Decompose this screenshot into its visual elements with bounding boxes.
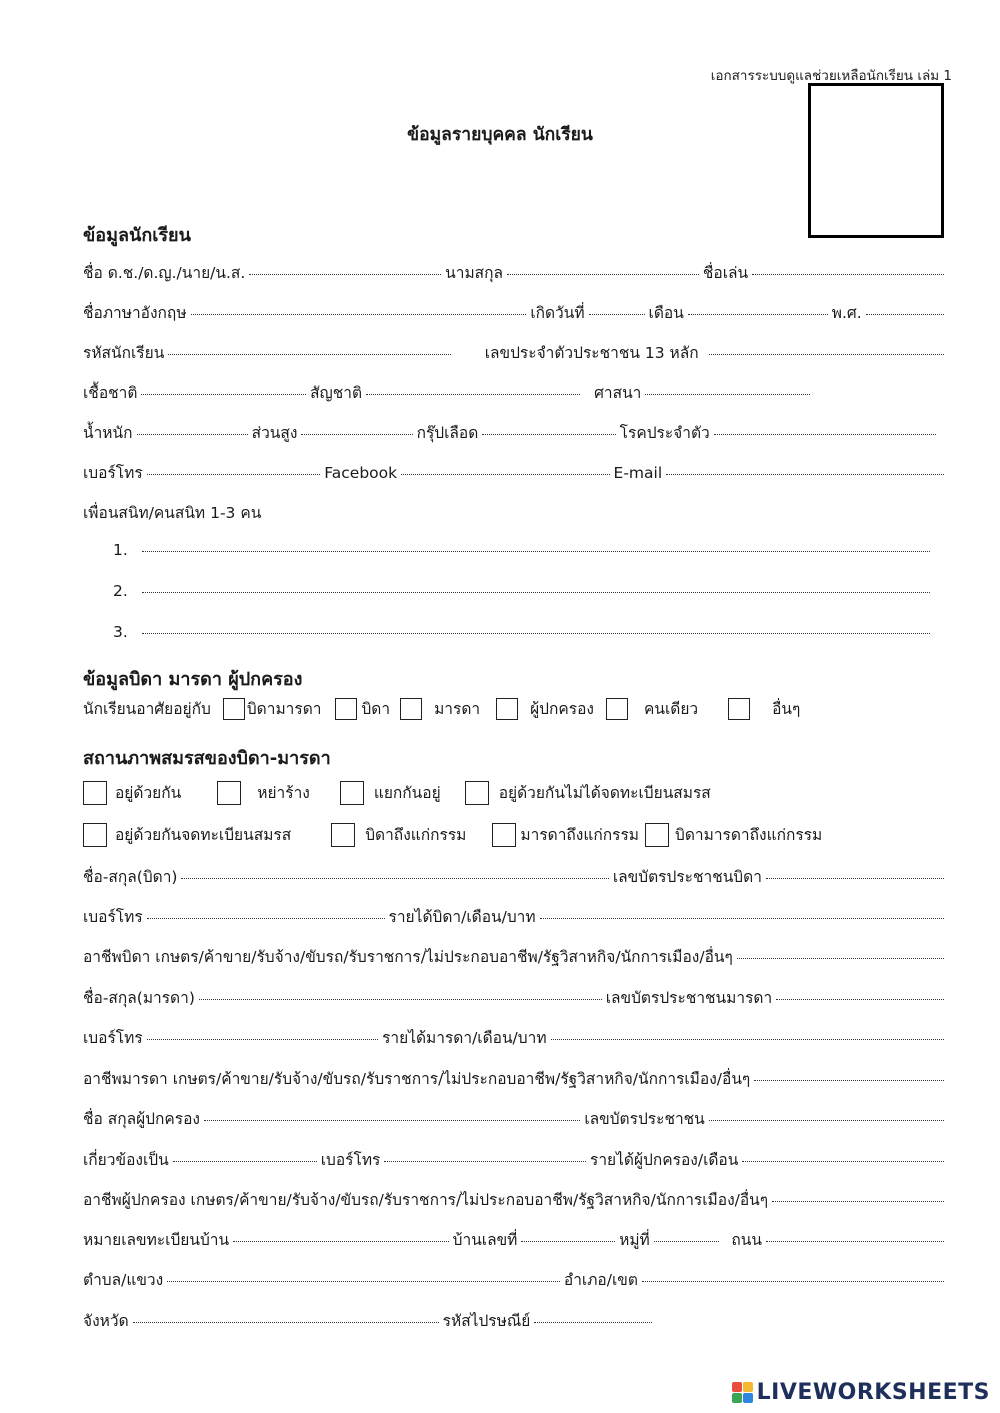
guardian-phone-field[interactable] — [384, 1161, 586, 1162]
guardian-name-label: ชื่อ สกุลผู้ปกครอง — [83, 1110, 200, 1128]
postcode-label: รหัสไปรษณีย์ — [442, 1312, 531, 1330]
national-id-field[interactable] — [709, 354, 944, 355]
lives-with-option: อื่นๆ — [772, 700, 801, 718]
student-section-heading: ข้อมูลนักเรียน — [83, 225, 191, 246]
mother-name-line — [83, 985, 948, 1010]
father-name-label: ชื่อ-สกุล(บิดา) — [83, 868, 178, 886]
postcode-field[interactable] — [534, 1322, 652, 1323]
house-reg-field[interactable] — [233, 1241, 449, 1242]
logo-text: LIVEWORKSHEETS — [756, 1380, 990, 1405]
father-occupation-line — [83, 944, 948, 969]
friend-row-2 — [113, 582, 934, 600]
guardian-id-field[interactable] — [709, 1120, 944, 1121]
father-phone-label: เบอร์โทร — [83, 908, 143, 926]
mother-occupation-other-field[interactable] — [754, 1080, 944, 1081]
badge-cell — [743, 1393, 753, 1403]
lives-with-option: บิดา — [361, 700, 391, 718]
surname-field[interactable] — [507, 274, 699, 275]
friend-row-1 — [113, 541, 934, 559]
lives-with-option: มารดา — [434, 700, 481, 718]
subdistrict-line — [83, 1267, 948, 1292]
mother-deceased-checkbox[interactable] — [492, 823, 516, 847]
mother-name-field[interactable] — [199, 999, 602, 1000]
national-id-label: เลขประจำตัวประชาชน 13 หลัก — [484, 344, 699, 362]
blood-group-label: กรุ๊ปเลือด — [416, 424, 479, 442]
both-parents-deceased-checkbox[interactable] — [645, 823, 669, 847]
badge-cell — [743, 1382, 753, 1392]
guardian-name-line — [83, 1106, 948, 1131]
lives-with-option: คนเดียว — [643, 700, 699, 718]
marital-row-2 — [83, 822, 838, 847]
weight-field[interactable] — [137, 434, 248, 435]
mother-id-field[interactable] — [776, 999, 944, 1000]
weight-label: น้ำหนัก — [83, 424, 133, 442]
district-label: อำเภอ/เขต — [563, 1271, 638, 1289]
district-field[interactable] — [642, 1281, 944, 1282]
ethnicity-line — [83, 380, 814, 405]
nationality-field[interactable] — [366, 394, 580, 395]
religion-field[interactable] — [645, 394, 810, 395]
student-phone-label: เบอร์โทร — [83, 464, 143, 482]
guardian-relation-field[interactable] — [173, 1161, 317, 1162]
father-income-field[interactable] — [540, 918, 944, 919]
marital-option: อยู่ด้วยกัน — [115, 784, 182, 802]
marital-option: แยกกันอยู่ — [373, 784, 441, 802]
father-occupation-label: อาชีพบิดา เกษตร/ค้าขาย/รับจ้าง/ขับรถ/รับราชการ/ไม่ประกอบอาชีพ/รัฐวิสาหกิจ/นักการเมือง/อื่นๆ — [83, 948, 733, 966]
province-line — [83, 1308, 656, 1333]
father-deceased-checkbox[interactable] — [331, 823, 355, 847]
height-field[interactable] — [301, 434, 412, 435]
marital-option: อยู่ด้วยกันจดทะเบียนสมรส — [115, 826, 292, 844]
birth-month-field[interactable] — [688, 314, 828, 315]
friend-number: 3. — [113, 623, 128, 641]
marital-option: หย่าร้าง — [257, 784, 310, 802]
guardian-name-field[interactable] — [204, 1120, 580, 1121]
nationality-label: สัญชาติ — [310, 384, 363, 402]
english-name-label: ชื่อภาษาอังกฤษ — [83, 304, 187, 322]
body-info-line — [83, 420, 940, 445]
marital-section-heading: สถานภาพสมรสของบิดา-มารดา — [83, 748, 331, 769]
header-note: เอกสารระบบดูแลช่วยเหลือนักเรียน เล่ม 1 — [710, 68, 952, 84]
father-name-line — [83, 864, 948, 889]
ethnicity-label: เชื้อชาติ — [83, 384, 138, 402]
house-reg-label: หมายเลขทะเบียนบ้าน — [83, 1231, 230, 1249]
guardian-income-field[interactable] — [742, 1161, 944, 1162]
friend-field-2[interactable] — [142, 592, 930, 593]
marital-row-1 — [83, 780, 727, 805]
moo-label: หมู่ที่ — [619, 1231, 650, 1249]
father-phone-field[interactable] — [147, 918, 385, 919]
father-id-label: เลขบัตรประชาชนบิดา — [612, 868, 762, 886]
contact-line — [83, 460, 948, 485]
marital-option: อยู่ด้วยกันไม่ได้จดทะเบียนสมรส — [498, 784, 711, 802]
marital-option: มารดาถึงแก่กรรม — [520, 826, 640, 844]
mother-id-label: เลขบัตรประชาชนมารดา — [605, 989, 773, 1007]
birth-day-field[interactable] — [589, 314, 645, 315]
marital-together-checkbox[interactable] — [83, 781, 107, 805]
father-id-field[interactable] — [766, 878, 944, 879]
marital-unregistered-checkbox[interactable] — [465, 781, 489, 805]
guardian-occupation-label: อาชีพผู้ปกครอง เกษตร/ค้าขาย/รับจ้าง/ขับรถ/รับราชการ/ไม่ประกอบอาชีพ/รัฐวิสาหกิจ/นักการเมือง/อื่นๆ — [83, 1191, 769, 1209]
father-occupation-other-field[interactable] — [737, 958, 944, 959]
friend-field-1[interactable] — [142, 551, 930, 552]
guardian-id-label: เลขบัตรประชาชน — [584, 1110, 705, 1128]
lives-with-other-checkbox[interactable] — [728, 698, 750, 720]
liveworksheets-badge-icon — [732, 1382, 753, 1403]
mother-occupation-line — [83, 1066, 948, 1091]
province-label: จังหวัด — [83, 1312, 129, 1330]
mother-phone-label: เบอร์โทร — [83, 1029, 143, 1047]
guardian-occupation-line — [83, 1187, 948, 1212]
guardian-relation-line — [83, 1147, 948, 1172]
birth-year-field[interactable] — [866, 314, 944, 315]
friends-label: เพื่อนสนิท/คนสนิท 1-3 คน — [83, 504, 262, 522]
student-id-field[interactable] — [168, 354, 450, 355]
father-phone-line — [83, 904, 948, 929]
province-field[interactable] — [133, 1322, 439, 1323]
guardian-occupation-other-field[interactable] — [772, 1201, 944, 1202]
parent-section-heading: ข้อมูลบิดา มารดา ผู้ปกครอง — [83, 669, 303, 690]
road-label: ถนน — [731, 1231, 762, 1249]
lives-with-option: บิดามารดา — [246, 700, 322, 718]
student-id-line — [83, 340, 948, 365]
birth-year-label: พ.ศ. — [831, 304, 862, 322]
father-income-label: รายได้บิดา/เดือน/บาท — [388, 908, 536, 926]
subdistrict-label: ตำบล/แขวง — [83, 1271, 164, 1289]
badge-cell — [732, 1393, 742, 1403]
house-number-field[interactable] — [521, 1241, 615, 1242]
english-name-line — [83, 300, 948, 325]
student-name-line — [83, 260, 948, 285]
email-field[interactable] — [666, 474, 944, 475]
liveworksheets-logo — [732, 1380, 990, 1405]
surname-label: นามสกุล — [445, 264, 504, 282]
mother-occupation-label: อาชีพมารดา เกษตร/ค้าขาย/รับจ้าง/ขับรถ/รับราชการ/ไม่ประกอบอาชีพ/รัฐวิสาหกิจ/นักการเมือง/อื่นๆ — [83, 1070, 751, 1088]
father-name-field[interactable] — [181, 878, 608, 879]
friend-number: 1. — [113, 541, 128, 559]
moo-field[interactable] — [654, 1241, 720, 1242]
name-prefix-label: ชื่อ ด.ช./ด.ญ./นาย/น.ส. — [83, 264, 246, 282]
friend-number: 2. — [113, 582, 128, 600]
email-label: E-mail — [613, 464, 663, 482]
mother-income-label: รายได้มารดา/เดือน/บาท — [382, 1029, 547, 1047]
friend-field-3[interactable] — [142, 633, 930, 634]
subdistrict-field[interactable] — [167, 1281, 560, 1282]
marital-registered-checkbox[interactable] — [83, 823, 107, 847]
ethnicity-field[interactable] — [141, 394, 306, 395]
guardian-phone-label: เบอร์โทร — [320, 1151, 381, 1169]
mother-name-label: ชื่อ-สกุล(มารดา) — [83, 989, 195, 1007]
blood-group-field[interactable] — [482, 434, 615, 435]
guardian-relation-label: เกี่ยวข้องเป็น — [83, 1151, 169, 1169]
lives-with-option: ผู้ปกครอง — [530, 700, 594, 718]
friend-row-3 — [113, 623, 934, 641]
marital-option: บิดามารดาถึงแก่กรรม — [675, 826, 823, 844]
nickname-field[interactable] — [752, 274, 944, 275]
first-name-field[interactable] — [249, 274, 441, 275]
guardian-income-label: รายได้ผู้ปกครอง/เดือน — [590, 1151, 739, 1169]
marital-separated-checkbox[interactable] — [340, 781, 364, 805]
birth-month-label: เดือน — [648, 304, 684, 322]
religion-label: ศาสนา — [594, 384, 642, 402]
student-id-label: รหัสนักเรียน — [83, 344, 165, 362]
nickname-label: ชื่อเล่น — [702, 264, 749, 282]
photo-box — [808, 83, 944, 238]
student-phone-field[interactable] — [147, 474, 321, 475]
mother-phone-field[interactable] — [147, 1039, 378, 1040]
lives-with-both-checkbox[interactable] — [223, 698, 245, 720]
page-title: ข้อมูลรายบุคคล นักเรียน — [407, 125, 593, 145]
lives-with-father-checkbox[interactable] — [335, 698, 357, 720]
disease-field[interactable] — [714, 434, 936, 435]
facebook-field[interactable] — [401, 474, 609, 475]
birth-day-label: เกิดวันที่ — [530, 304, 585, 322]
lives-with-label: นักเรียนอาศัยอยู่กับ — [83, 700, 211, 718]
english-name-field[interactable] — [191, 314, 527, 315]
house-registration-line — [83, 1227, 948, 1252]
mother-phone-line — [83, 1025, 948, 1050]
marital-option: บิดาถึงแก่กรรม — [365, 826, 467, 844]
house-number-label: บ้านเลขที่ — [452, 1231, 518, 1249]
lives-with-row — [83, 696, 800, 721]
badge-cell — [732, 1382, 742, 1392]
lives-with-mother-checkbox[interactable] — [400, 698, 422, 720]
marital-divorced-checkbox[interactable] — [217, 781, 241, 805]
road-field[interactable] — [766, 1241, 944, 1242]
mother-income-field[interactable] — [551, 1039, 944, 1040]
lives-with-guardian-checkbox[interactable] — [496, 698, 518, 720]
height-label: ส่วนสูง — [251, 424, 298, 442]
disease-label: โรคประจำตัว — [619, 424, 710, 442]
lives-alone-checkbox[interactable] — [606, 698, 628, 720]
facebook-label: Facebook — [324, 464, 398, 482]
